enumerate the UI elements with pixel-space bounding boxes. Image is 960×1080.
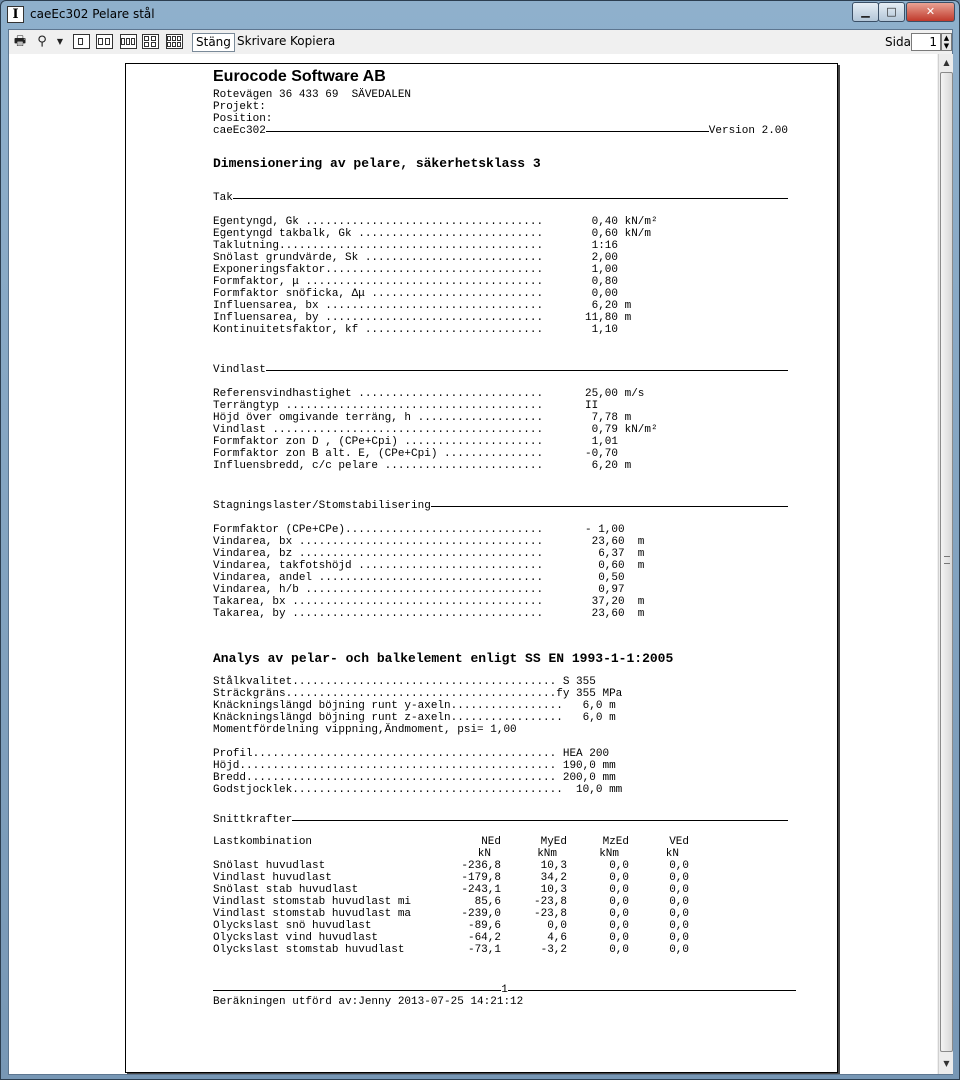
parameter-label: Exponeringsfaktor................................. xyxy=(213,264,544,276)
parameter-row xyxy=(213,252,813,264)
divider xyxy=(233,198,788,199)
column-unit: kNm xyxy=(537,848,557,860)
parameter-label: Snölast grundvärde, Sk ........................... xyxy=(213,252,544,264)
table-row xyxy=(213,944,813,956)
parameter-value: 2,00 xyxy=(585,252,619,264)
parameter-value: II xyxy=(585,400,599,412)
table-cell: 0,0 xyxy=(547,920,567,932)
profile-row: Godstjocklek......................................... 10,0 mm xyxy=(213,784,623,796)
analysis-row: Momentfördelning vippning,Ändmoment, psi= 1,00 xyxy=(213,724,517,736)
column-unit: kN xyxy=(665,848,679,860)
table-units xyxy=(213,848,813,860)
page-number: 1 xyxy=(501,984,508,996)
parameter-row xyxy=(213,388,813,400)
page-number-input[interactable]: 1 xyxy=(911,33,941,51)
table-cell: -179,8 xyxy=(461,872,501,884)
window-title: caeEc302 Pelare stål xyxy=(30,7,155,21)
parameter-label: Formfaktor zon D , (CPe+Cpi) ..................... xyxy=(213,436,544,448)
parameter-label: Vindarea, andel .................................. xyxy=(213,572,544,584)
table-cell: 0,0 xyxy=(669,920,689,932)
parameter-label: Vindarea, bz ..................................... xyxy=(213,548,544,560)
divider xyxy=(508,990,796,991)
close-icon: ✕ xyxy=(925,5,936,18)
parameter-row xyxy=(213,324,813,336)
table-header xyxy=(213,836,813,848)
table-cell: -243,1 xyxy=(461,884,501,896)
analysis-block xyxy=(213,676,813,736)
parameter-row xyxy=(213,424,813,436)
parameter-label: Takarea, bx ...................................... xyxy=(213,596,544,608)
maximize-icon: □ xyxy=(886,5,897,18)
analysis-row: Knäckningslängd böjning runt z-axeln................. 6,0 m xyxy=(213,712,616,724)
printer-button[interactable]: Skrivare xyxy=(237,34,287,48)
table-cell: 0,0 xyxy=(669,908,689,920)
table-cell: 0,0 xyxy=(669,896,689,908)
table-cell: -64,2 xyxy=(467,932,501,944)
four-page-icon[interactable] xyxy=(142,34,159,49)
table-cell: 4,6 xyxy=(547,932,567,944)
divider xyxy=(266,131,709,132)
table-cell: 0,0 xyxy=(609,896,629,908)
parameter-label: Takarea, by ...................................... xyxy=(213,608,544,620)
parameter-label: Vindarea, h/b .................................... xyxy=(213,584,544,596)
section-heading xyxy=(213,364,788,376)
parameter-label: Höjd över omgivande terräng, h ................... xyxy=(213,412,544,424)
column-header: VEd xyxy=(669,836,689,848)
parameter-label: Referensvindhastighet ............................ xyxy=(213,388,544,400)
position-label: Position: xyxy=(213,113,273,125)
table-cell: 0,0 xyxy=(609,920,629,932)
app-icon: I xyxy=(7,6,24,23)
parameter-row xyxy=(213,596,813,608)
section-heading xyxy=(213,500,788,512)
table-cell: Olyckslast snö huvudlast xyxy=(213,920,372,932)
parameter-label: Influensbredd, c/c pelare ........................ xyxy=(213,460,544,472)
analysis-row: Stålkvalitet........................................ S 355 xyxy=(213,676,596,688)
parameter-value: 37,20 m xyxy=(585,596,645,608)
parameter-row xyxy=(213,524,813,536)
chevron-down-icon[interactable]: ▼ xyxy=(56,37,64,46)
project-label: Projekt: xyxy=(213,101,266,113)
parameter-row xyxy=(213,560,813,572)
section-title: Tak xyxy=(213,192,233,204)
column-header: MyEd xyxy=(540,836,567,848)
table-row xyxy=(213,872,813,884)
profile-row: Bredd............................................... 200,0 mm xyxy=(213,772,616,784)
company-name: Eurocode Software AB xyxy=(213,68,386,85)
toolbar xyxy=(9,30,952,54)
parameter-label: Egentyngd takbalk, Gk ............................ xyxy=(213,228,544,240)
close-preview-button[interactable]: Stäng xyxy=(192,33,235,52)
parameter-value: 1,01 xyxy=(585,436,619,448)
table-cell: Vindlast huvudlast xyxy=(213,872,332,884)
grip-icon xyxy=(944,556,950,564)
parameter-label: Influensarea, by ................................. xyxy=(213,312,544,324)
page-spinner[interactable] xyxy=(941,33,952,51)
analysis-title: Analys av pelar- och balkelement enligt SS EN 1993-1-1:2005 xyxy=(213,651,674,666)
parameter-row xyxy=(213,288,813,300)
analysis-row: Sträckgräns.........................................fy 355 MPa xyxy=(213,688,623,700)
parameter-row xyxy=(213,228,813,240)
parameter-row xyxy=(213,412,813,424)
column-unit: kN xyxy=(477,848,491,860)
parameter-value: 1,10 xyxy=(585,324,619,336)
page-label: Sida xyxy=(885,35,911,49)
snitt-heading xyxy=(213,814,788,826)
report-page xyxy=(125,63,838,1073)
table-cell: -239,0 xyxy=(461,908,501,920)
table-row xyxy=(213,932,813,944)
parameter-row xyxy=(213,400,813,412)
three-page-icon[interactable] xyxy=(120,34,137,49)
parameter-value: 6,20 m xyxy=(585,300,632,312)
table-cell: Olyckslast stomstab huvudlast xyxy=(213,944,405,956)
forces-table xyxy=(213,836,813,956)
snitt-title: Snittkrafter xyxy=(213,814,293,826)
column-header: NEd xyxy=(481,836,501,848)
profile-block xyxy=(213,748,813,796)
table-row xyxy=(213,884,813,896)
scroll-down-icon[interactable]: ▼ xyxy=(943,1059,950,1068)
parameter-label: Influensarea, bx ................................. xyxy=(213,300,544,312)
parameter-row xyxy=(213,536,813,548)
divider xyxy=(292,820,788,821)
parameter-label: Formfaktor, μ .................................... xyxy=(213,276,544,288)
main-title: Dimensionering av pelare, säkerhetsklass 3 xyxy=(213,156,541,171)
table-cell: 0,0 xyxy=(669,884,689,896)
parameter-value: 0,97 xyxy=(585,584,625,596)
parameter-label: Vindarea, bx ..................................... xyxy=(213,536,544,548)
parameter-row xyxy=(213,300,813,312)
divider xyxy=(213,990,501,991)
section-title: Stagningslaster/Stomstabilisering xyxy=(213,500,431,512)
table-cell: -89,6 xyxy=(467,920,501,932)
preview-viewport xyxy=(9,54,937,1074)
parameter-label: Formfaktor snöficka, Δμ .......................... xyxy=(213,288,544,300)
table-row xyxy=(213,920,813,932)
table-cell: Olyckslast vind huvudlast xyxy=(213,932,379,944)
table-cell: 10,3 xyxy=(540,860,567,872)
report-sections xyxy=(213,192,813,648)
table-cell: -73,1 xyxy=(467,944,501,956)
page-footer-rule xyxy=(213,984,796,996)
parameter-value: 7,78 m xyxy=(585,412,632,424)
profile-row: Profil.............................................. HEA 200 xyxy=(213,748,610,760)
parameter-value: 0,80 xyxy=(585,276,619,288)
parameter-value: 0,00 xyxy=(585,288,619,300)
table-cell: 34,2 xyxy=(540,872,567,884)
company-address: Rotevägen 36 433 69 SÄVEDALEN xyxy=(213,89,412,101)
parameter-label: Egentyngd, Gk .................................... xyxy=(213,216,544,228)
parameter-row xyxy=(213,264,813,276)
title-bar[interactable] xyxy=(1,1,959,29)
table-row xyxy=(213,896,813,908)
parameter-row xyxy=(213,548,813,560)
parameter-row xyxy=(213,584,813,596)
table-cell: Vindlast stomstab huvudlast ma xyxy=(213,908,412,920)
table-cell: -23,8 xyxy=(533,908,567,920)
parameter-value: 23,60 m xyxy=(585,536,645,548)
table-cell: 0,0 xyxy=(669,860,689,872)
parameter-row xyxy=(213,436,813,448)
one-page-icon[interactable] xyxy=(73,34,90,49)
table-row xyxy=(213,860,813,872)
parameter-label: Terrängtyp ....................................... xyxy=(213,400,544,412)
print-icon[interactable]: 🖶 xyxy=(13,34,27,49)
table-cell: 0,0 xyxy=(669,932,689,944)
maximize-button[interactable] xyxy=(878,2,905,22)
divider xyxy=(431,506,788,507)
parameter-row xyxy=(213,460,813,472)
table-cell: Snölast huvudlast xyxy=(213,860,326,872)
parameter-row xyxy=(213,276,813,288)
parameter-label: Formfaktor (CPe+CPe).............................. xyxy=(213,524,544,536)
parameter-value: 0,60 m xyxy=(585,560,645,572)
client-area xyxy=(8,29,953,1075)
table-cell: 0,0 xyxy=(609,860,629,872)
vertical-scrollbar[interactable] xyxy=(938,54,953,1074)
table-cell: 10,3 xyxy=(540,884,567,896)
parameter-label: Taklutning........................................ xyxy=(213,240,544,252)
spin-down-icon[interactable]: ▼ xyxy=(943,42,950,50)
parameter-value: 6,37 m xyxy=(585,548,645,560)
close-button[interactable] xyxy=(906,2,955,22)
scrollbar-thumb[interactable] xyxy=(940,72,953,1052)
table-cell: -3,2 xyxy=(540,944,567,956)
parameter-label: Vindlast ......................................... xyxy=(213,424,544,436)
zoom-icon[interactable]: ⚲ xyxy=(37,34,47,49)
parameter-value: 0,60 kN/m xyxy=(585,228,652,240)
table-cell: 0,0 xyxy=(609,944,629,956)
parameter-value: -0,70 xyxy=(585,448,619,460)
parameter-label: Vindarea, takfotshöjd ............................ xyxy=(213,560,544,572)
column-unit: kNm xyxy=(599,848,619,860)
table-cell: -236,8 xyxy=(461,860,501,872)
copy-button[interactable]: Kopiera xyxy=(290,34,336,48)
parameter-row xyxy=(213,448,813,460)
program-name: caeEc302 xyxy=(213,125,266,137)
profile-row: Höjd................................................ 190,0 mm xyxy=(213,760,616,772)
table-cell: 0,0 xyxy=(669,944,689,956)
parameter-value: - 1,00 xyxy=(585,524,625,536)
parameter-row xyxy=(213,312,813,324)
parameter-value: 0,79 kN/m² xyxy=(585,424,658,436)
parameter-row xyxy=(213,240,813,252)
report-content xyxy=(213,68,813,1008)
analysis-row: Knäckningslängd böjning runt y-axeln................. 6,0 m xyxy=(213,700,616,712)
table-cell: -23,8 xyxy=(533,896,567,908)
parameter-row xyxy=(213,572,813,584)
six-page-icon[interactable] xyxy=(166,34,183,49)
footer-text: Beräkningen utförd av:Jenny 2013-07-25 14:21:12 xyxy=(213,996,524,1008)
parameter-value: 0,50 xyxy=(585,572,625,584)
parameter-label: Kontinuitetsfaktor, kf ........................... xyxy=(213,324,544,336)
parameter-row xyxy=(213,216,813,228)
parameter-value: 6,20 m xyxy=(585,460,632,472)
column-header: MzEd xyxy=(602,836,629,848)
table-cell: Snölast stab huvudlast xyxy=(213,884,359,896)
spin-up-icon[interactable]: ▲ xyxy=(943,34,950,42)
two-page-icon[interactable] xyxy=(96,34,113,49)
table-row xyxy=(213,908,813,920)
parameter-value: 11,80 m xyxy=(585,312,632,324)
parameter-value: 25,00 m/s xyxy=(585,388,645,400)
section-heading xyxy=(213,192,788,204)
table-cell: 0,0 xyxy=(609,884,629,896)
table-cell: 0,0 xyxy=(609,872,629,884)
parameter-value: 1:16 xyxy=(585,240,619,252)
minimize-button[interactable] xyxy=(852,2,879,22)
divider xyxy=(266,370,788,371)
table-cell: 0,0 xyxy=(669,872,689,884)
column-header: Lastkombination xyxy=(213,836,313,848)
minimize-icon: ▁ xyxy=(861,5,870,18)
scroll-up-icon[interactable]: ▲ xyxy=(943,58,950,67)
table-cell: 0,0 xyxy=(609,908,629,920)
parameter-value: 23,60 m xyxy=(585,608,645,620)
parameter-value: 1,00 xyxy=(585,264,619,276)
column-unit xyxy=(213,848,441,860)
program-rule xyxy=(213,125,788,137)
table-cell: 85,6 xyxy=(474,896,501,908)
table-cell: 0,0 xyxy=(609,932,629,944)
section-title: Vindlast xyxy=(213,364,266,376)
parameter-value: 0,40 kN/m² xyxy=(585,216,658,228)
program-version: Version 2.00 xyxy=(708,125,788,137)
parameter-row xyxy=(213,608,813,620)
parameter-label: Formfaktor zon B alt. E, (CPe+Cpi) ............... xyxy=(213,448,544,460)
table-cell: Vindlast stomstab huvudlast mi xyxy=(213,896,412,908)
